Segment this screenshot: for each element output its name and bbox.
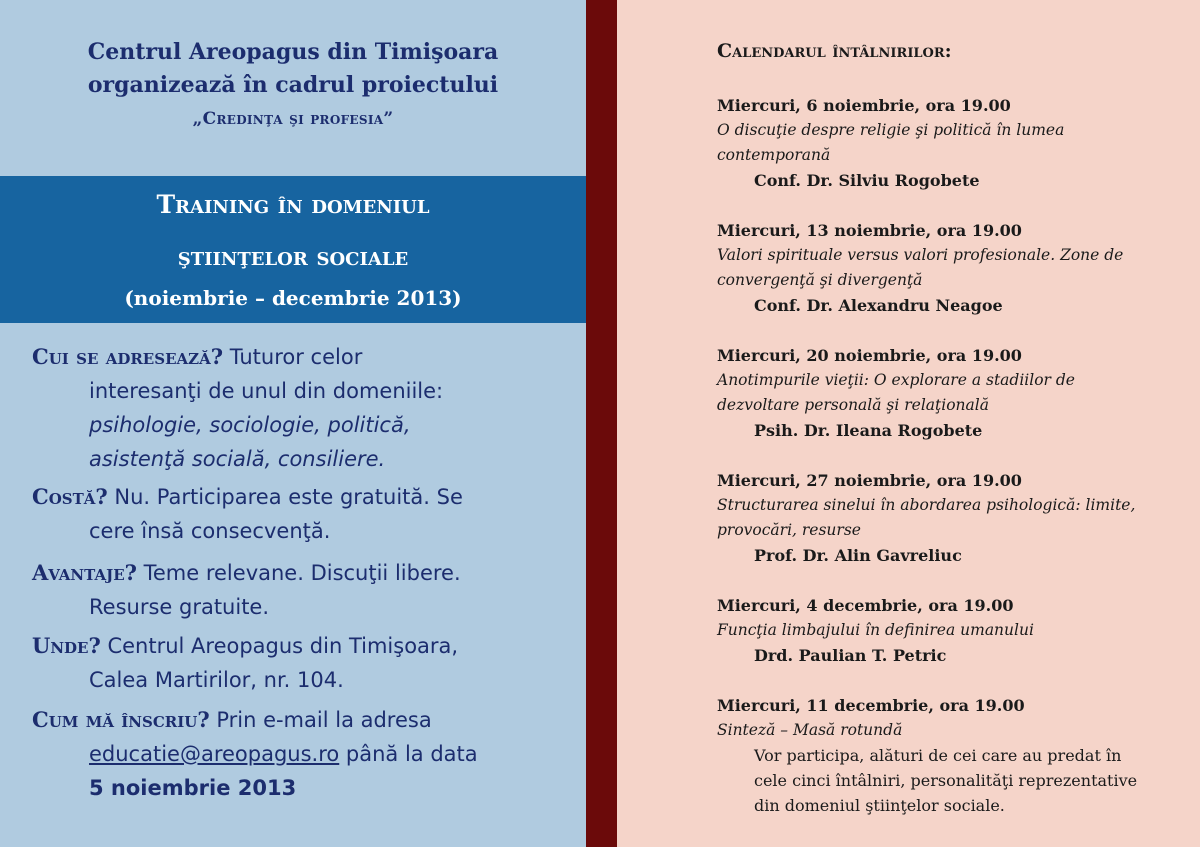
event-speaker: Conf. Dr. Alexandru Neagoe [754, 296, 1003, 315]
organizer-header [0, 36, 586, 102]
calendar-event [717, 343, 1177, 443]
faq-cost-question: Costă? [32, 484, 108, 509]
faq-cost-answer-1: Nu. Participarea este gratuită. Se [107, 485, 463, 509]
calendar-event [717, 468, 1177, 568]
signup-deadline: 5 noiembrie 2013 [89, 776, 297, 800]
banner-title-line-1: Training în domeniul [156, 190, 430, 219]
event-topic-1: Anotimpurile vieţii: O explorare a stadiilor de [717, 371, 1075, 389]
faq-signup-answer-1: Prin e-mail la adresa [209, 708, 432, 732]
event-topic-2: provocări, resurse [717, 521, 861, 539]
faq-where [32, 629, 572, 697]
event-topic-2: dezvoltare personală şi relaţională [717, 396, 989, 414]
faq-who-domains-1: psihologie, sociologie, politică, [89, 413, 411, 437]
event-date: Miercuri, 20 noiembrie, ora 19.00 [717, 346, 1022, 365]
event-note-3: din domeniul ştiinţelor sociale. [754, 796, 1005, 815]
event-date: Miercuri, 11 decembrie, ora 19.00 [717, 696, 1025, 715]
event-topic-1: Valori spirituale versus valori profesionale. Zone de [717, 246, 1124, 264]
faq-advantages-answer-1: Teme relevane. Discuţii libere. [136, 561, 461, 585]
faq-advantages [32, 556, 572, 624]
banner-period: (noiembrie – decembrie 2013) [124, 286, 462, 310]
calendar-event [717, 593, 1177, 668]
event-topic-1: Sinteză – Masă rotundă [717, 721, 903, 739]
event-date: Miercuri, 6 noiembrie, ora 19.00 [717, 96, 1011, 115]
banner-title-line-2: ştiinţelor sociale [177, 242, 409, 271]
calendar-event [717, 93, 1177, 193]
faq-who-domains-2: asistenţă socială, consiliere. [89, 447, 386, 471]
calendar-event [717, 218, 1177, 318]
header-line-1: Centrul Areopagus din Timişoara [87, 39, 499, 65]
faq-signup-question: Cum mă înscriu? [32, 707, 210, 732]
project-name: „Credinţa şi profesia” [192, 109, 394, 129]
event-topic-1: O discuţie despre religie şi politică în lumea [717, 121, 1065, 139]
signup-email-link[interactable]: educatie@areopagus.ro [89, 742, 340, 766]
header-line-2: organizează în cadrul proiectului [87, 72, 499, 98]
faq-cost-answer-2: cere însă consecvenţă. [89, 519, 331, 543]
event-topic-2: contemporană [717, 146, 831, 164]
faq-cost [32, 480, 572, 548]
calendar-title: Calendarul întâlnirilor: [717, 40, 952, 62]
faq-signup [32, 703, 572, 805]
faq-who-answer-2: interesanţi de unul din domeniile: [89, 379, 444, 403]
event-date: Miercuri, 27 noiembrie, ora 19.00 [717, 471, 1022, 490]
faq-signup-answer-2: până la data [339, 742, 478, 766]
faq-who-answer-1: Tuturor celor [223, 345, 363, 369]
faq-advantages-answer-2: Resurse gratuite. [89, 595, 270, 619]
event-topic-1: Funcţia limbajului în definirea umanului [717, 621, 1034, 639]
event-date: Miercuri, 13 noiembrie, ora 19.00 [717, 221, 1022, 240]
event-date: Miercuri, 4 decembrie, ora 19.00 [717, 596, 1014, 615]
event-note-1: Vor participa, alături de cei care au predat în [754, 746, 1122, 765]
faq-where-question: Unde? [32, 633, 101, 658]
event-topic-2: convergenţă şi divergenţă [717, 271, 923, 289]
event-speaker: Conf. Dr. Silviu Rogobete [754, 171, 980, 190]
faq-where-answer-1: Centrul Areopagus din Timişoara, [100, 634, 459, 658]
faq-where-answer-2: Calea Martirilor, nr. 104. [89, 668, 344, 692]
faq-who [32, 340, 572, 476]
event-topic-1: Structurarea sinelui în abordarea psihologică: limite, [717, 496, 1136, 514]
faq-advantages-question: Avantaje? [32, 560, 137, 585]
faq-who-question: Cui se adresează? [32, 344, 224, 369]
event-speaker: Prof. Dr. Alin Gavreliuc [754, 546, 962, 565]
event-speaker: Psih. Dr. Ileana Rogobete [754, 421, 983, 440]
calendar-event [717, 693, 1177, 818]
event-speaker: Drd. Paulian T. Petric [754, 646, 947, 665]
event-note-2: cele cinci întâlniri, personalităţi reprezentative [754, 771, 1138, 790]
training-banner [0, 176, 586, 323]
panel-divider [586, 0, 617, 847]
